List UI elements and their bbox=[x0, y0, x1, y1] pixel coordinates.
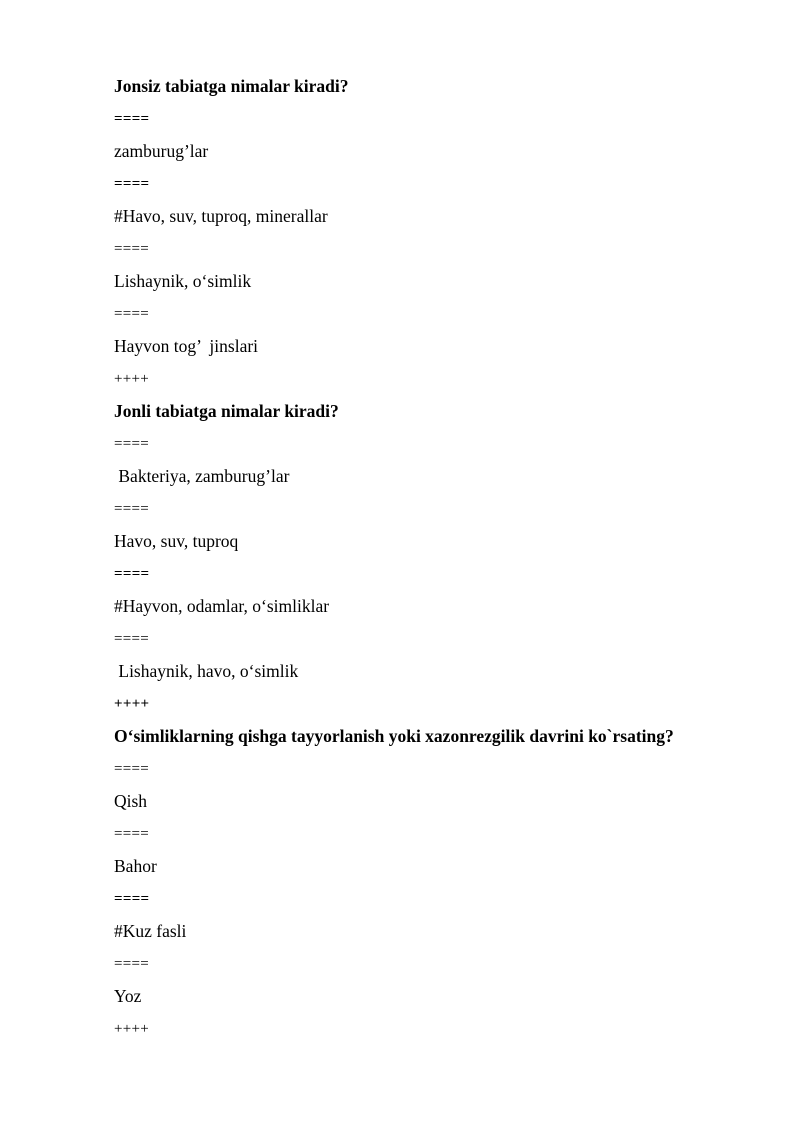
answer-option: Lishaynik, havo, o‘simlik bbox=[114, 661, 299, 681]
question-end-marker: ++++ bbox=[114, 370, 150, 387]
answer-separator: ==== bbox=[114, 175, 150, 192]
answer-option: Qish bbox=[114, 791, 148, 811]
question-end-marker: ++++ bbox=[114, 695, 150, 712]
question-block bbox=[114, 720, 754, 1045]
answer-separator: ==== bbox=[114, 110, 150, 127]
question-text: Jonsiz tabiatga nimalar kiradi? bbox=[114, 76, 349, 96]
answer-option: Yoz bbox=[114, 986, 142, 1006]
answer-option: Bakteriya, zamburug’lar bbox=[114, 466, 290, 486]
answer-option: Havo, suv, tuproq bbox=[114, 531, 239, 551]
answer-separator: ==== bbox=[114, 630, 150, 647]
answer-option: Bahor bbox=[114, 856, 157, 876]
answer-option: zamburug’lar bbox=[114, 141, 209, 161]
answer-separator: ==== bbox=[114, 435, 150, 452]
document-page bbox=[114, 70, 754, 1045]
question-text: Jonli tabiatga nimalar kiradi? bbox=[114, 401, 339, 421]
answer-separator: ==== bbox=[114, 760, 150, 777]
question-block bbox=[114, 395, 754, 720]
answer-option-correct: #Kuz fasli bbox=[114, 921, 187, 941]
answer-separator: ==== bbox=[114, 565, 150, 582]
question-end-marker: ++++ bbox=[114, 1020, 150, 1037]
answer-separator: ==== bbox=[114, 240, 150, 257]
answer-separator: ==== bbox=[114, 825, 150, 842]
answer-option: Hayvon tog’ jinslari bbox=[114, 336, 259, 356]
answer-option: Lishaynik, o‘simlik bbox=[114, 271, 252, 291]
answer-separator: ==== bbox=[114, 890, 150, 907]
answer-option-correct: #Hayvon, odamlar, o‘simliklar bbox=[114, 596, 330, 616]
answer-separator: ==== bbox=[114, 955, 150, 972]
question-block bbox=[114, 70, 754, 395]
answer-separator: ==== bbox=[114, 305, 150, 322]
answer-option-correct: #Havo, suv, tuproq, minerallar bbox=[114, 206, 328, 226]
answer-separator: ==== bbox=[114, 500, 150, 517]
question-text: O‘simliklarning qishga tayyorlanish yoki xazonrezgilik davrini ko`rsating? bbox=[114, 726, 674, 746]
